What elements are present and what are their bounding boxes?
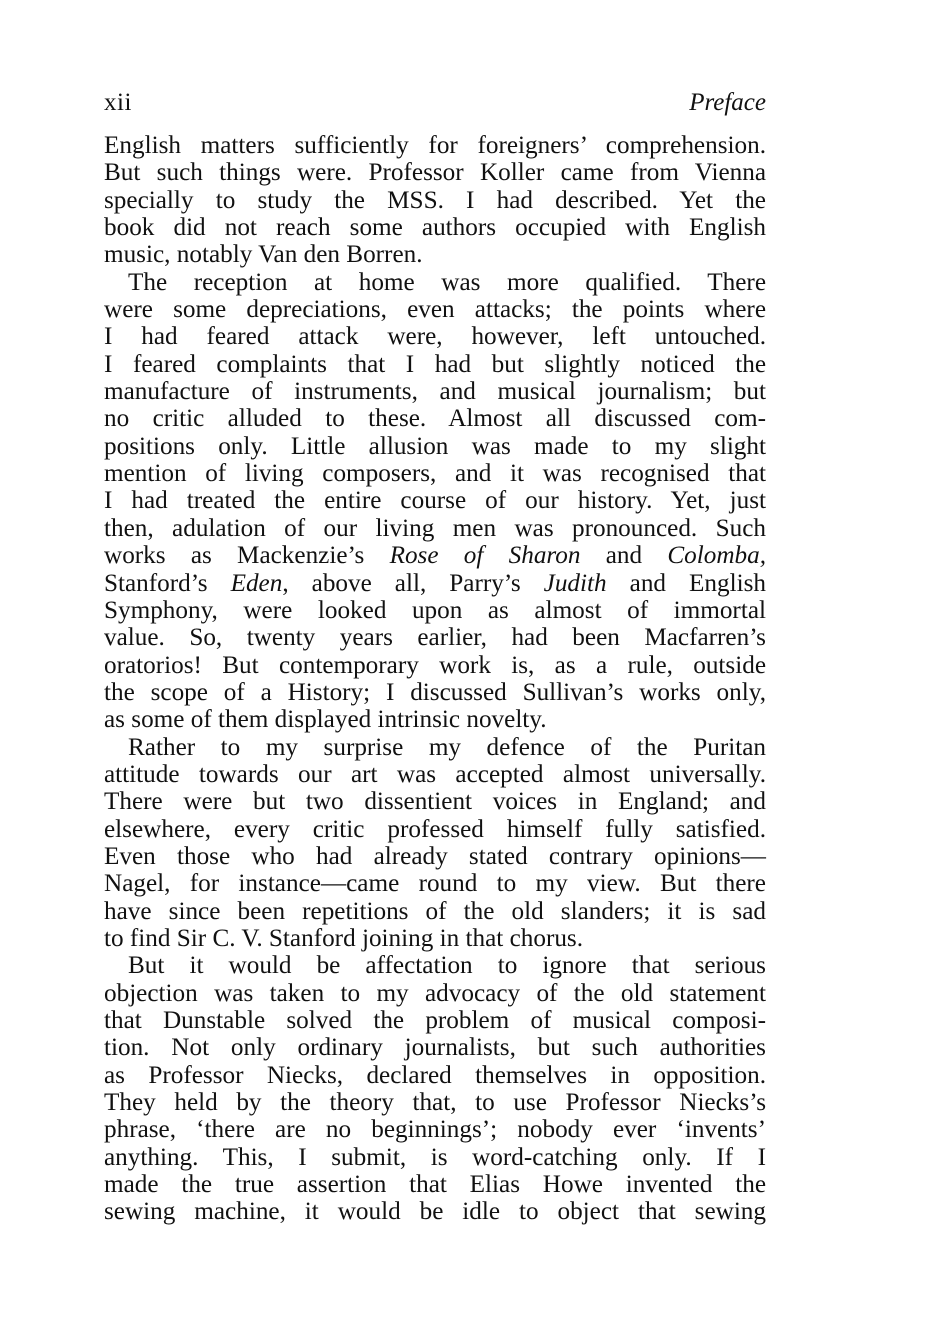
text-line [104, 378, 766, 405]
text-segment: They held by the theory that, to use Professor Niecks’s [104, 1089, 766, 1117]
text-segment: music, notably Van den Borren. [104, 241, 423, 269]
text-segment: no critic alluded to these. Almost all discussed com- [104, 405, 766, 433]
text-segment: value. So, twenty years earlier, had been Macfarren’s [104, 624, 766, 652]
paragraph-first-line [104, 269, 766, 296]
text-segment: to find Sir C. V. Stanford joining in that chorus. [104, 924, 584, 952]
text-line [104, 1116, 766, 1143]
text-segment: then, adulation of our living men was pronounced. Such [104, 514, 766, 542]
text-segment: objection was taken to my advocacy of the old statement [104, 979, 766, 1007]
text-segment: sewing machine, it would be idle to object that sewing [104, 1198, 766, 1226]
text-line [104, 679, 766, 706]
italic-title: Eden [230, 569, 283, 597]
text-line [104, 925, 766, 952]
text-line [104, 706, 766, 733]
text-segment: have since been repetitions of the old slanders; it is sad [104, 897, 766, 925]
text-segment: specially to study the MSS. I had described. Yet the [104, 186, 766, 214]
text-segment: , above all, Parry’s [282, 569, 544, 597]
text-segment: positions only. Little allusion was made to my slight [104, 432, 766, 460]
text-line [104, 597, 766, 624]
italic-title: Colomba, [667, 542, 767, 570]
text-segment: I had feared attack were, however, left untouched. [104, 323, 766, 351]
text-segment: Symphony, were looked upon as almost of immortal [104, 596, 766, 624]
page-number: xii [104, 89, 132, 116]
text-segment: made the true assertion that Elias Howe invented the [104, 1171, 766, 1199]
running-head: Preface [689, 89, 766, 116]
text-line [104, 652, 766, 679]
page-header [104, 88, 766, 120]
text-line [104, 460, 766, 487]
text-segment: and English [606, 569, 766, 597]
text-line [104, 187, 766, 214]
text-line [104, 624, 766, 651]
text-line [104, 542, 766, 569]
text-segment: that Dunstable solved the problem of musical composi- [104, 1007, 766, 1034]
text-segment: English matters sufficiently for foreigners’ comprehension. [104, 132, 766, 159]
text-line [104, 1089, 766, 1116]
text-segment: and [580, 542, 668, 570]
text-line [104, 1007, 766, 1034]
italic-title: Rose of Sharon [389, 542, 581, 570]
text-segment: attitude towards our art was accepted almost universally. [104, 760, 766, 788]
text-line [104, 487, 766, 514]
text-segment: book did not reach some authors occupied with English [104, 214, 766, 242]
text-segment: were some depreciations, even attacks; the points where [104, 296, 766, 324]
text-line [104, 1034, 766, 1061]
text-line [104, 323, 766, 350]
text-segment: as Professor Niecks, declared themselves in opposition. [104, 1061, 766, 1089]
text-line [104, 214, 766, 241]
text-segment: phrase, ‘there are no beginnings’; nobody ever ‘invents’ [104, 1116, 766, 1144]
text-segment: Nagel, for instance—came round to my view. But there [104, 870, 766, 898]
text-segment: Even those who had already stated contrary opinions— [104, 842, 766, 870]
text-line [104, 898, 766, 925]
paragraph-first-line [104, 952, 766, 979]
text-segment: anything. This, I submit, is word-catching only. If I [104, 1143, 766, 1171]
text-line [104, 351, 766, 378]
text-segment: But such things were. Professor Koller came from Vienna [104, 159, 766, 187]
text-line [104, 433, 766, 460]
text-line [104, 1198, 766, 1225]
text-line [104, 132, 766, 159]
text-segment: There were but two dissentient voices in England; and [104, 788, 766, 816]
text-line [104, 241, 766, 268]
text-line [104, 405, 766, 432]
text-segment: Rather to my surprise my defence of the Puritan [128, 733, 766, 761]
text-segment: I had treated the entire course of our history. Yet, just [104, 487, 766, 515]
text-segment: Stanford’s [104, 569, 231, 597]
text-segment: the scope of a History; I discussed Sullivan’s works only, [104, 678, 766, 706]
text-line [104, 1144, 766, 1171]
text-line [104, 1062, 766, 1089]
text-segment: I feared complaints that I had but slightly noticed the [104, 350, 766, 378]
text-line [104, 870, 766, 897]
italic-title: Judith [543, 569, 607, 597]
text-line [104, 816, 766, 843]
text-segment: tion. Not only ordinary journalists, but such authorities [104, 1034, 766, 1062]
text-line [104, 761, 766, 788]
text-line [104, 296, 766, 323]
text-line [104, 1171, 766, 1198]
text-segment: oratorios! But contemporary work is, as a rule, outside [104, 651, 766, 679]
text-segment: elsewhere, every critic professed himself fully satisfied. [104, 815, 766, 843]
text-line [104, 980, 766, 1007]
body-text [104, 132, 766, 1226]
text-segment: manufacture of instruments, and musical journalism; but [104, 378, 766, 406]
text-segment: as some of them displayed intrinsic novelty. [104, 706, 547, 734]
text-line [104, 570, 766, 597]
text-segment: works as Mackenzie’s [104, 542, 390, 570]
text-line [104, 159, 766, 186]
text-segment: mention of living composers, and it was recognised that [104, 460, 766, 488]
text-segment: The reception at home was more qualified. There [128, 268, 766, 296]
text-line [104, 843, 766, 870]
text-line [104, 515, 766, 542]
text-line [104, 788, 766, 815]
paragraph-first-line [104, 734, 766, 761]
text-segment: But it would be affectation to ignore that serious [128, 952, 766, 980]
